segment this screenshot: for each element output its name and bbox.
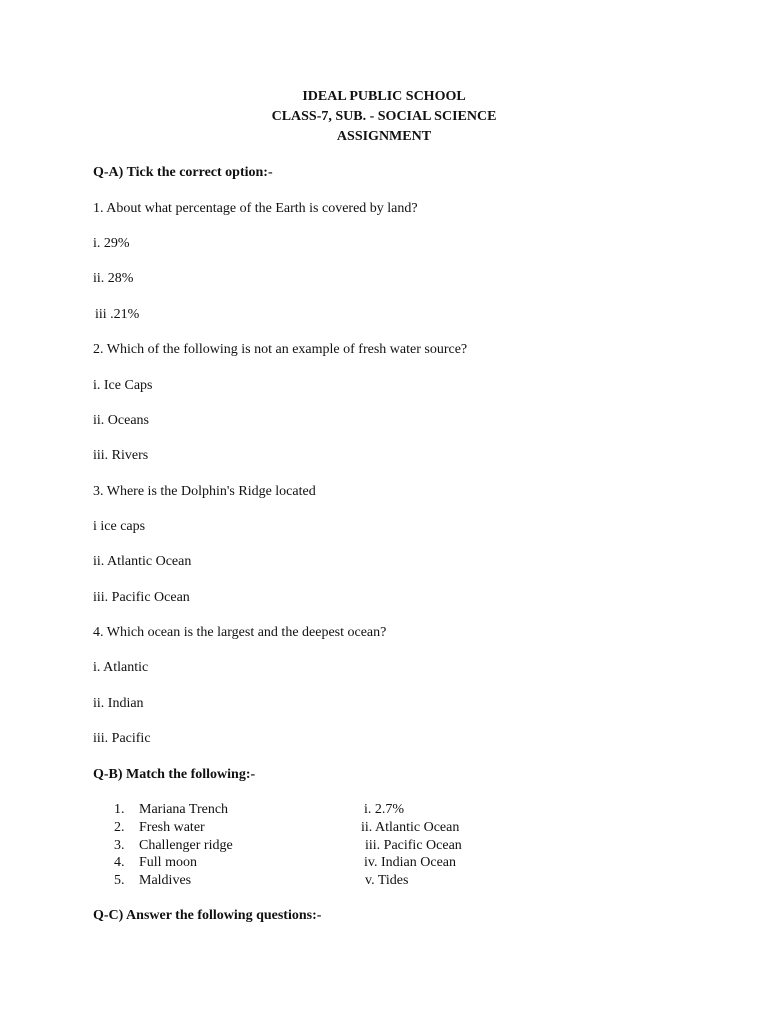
section-b-heading: Q-B) Match the following:- [93, 767, 256, 782]
match-right-item: iii. Pacific Ocean [365, 838, 462, 853]
match-left-item: Fresh water [139, 820, 205, 835]
q1-option-1: i. 29% [93, 236, 130, 251]
match-left-item: Full moon [139, 855, 197, 870]
q4-option-3: iii. Pacific [93, 731, 151, 746]
match-row-number: 5. [114, 873, 125, 888]
match-right-item: ii. Atlantic Ocean [361, 820, 460, 835]
question-2: 2. Which of the following is not an example of fresh water source? [93, 342, 468, 357]
q2-option-3: iii. Rivers [93, 448, 149, 463]
section-c-heading: Q-C) Answer the following questions:- [93, 908, 322, 923]
question-1: 1. About what percentage of the Earth is covered by land? [93, 201, 418, 216]
match-right-item: i. 2.7% [364, 802, 405, 817]
q1-option-3: iii .21% [95, 307, 140, 322]
match-right-item: iv. Indian Ocean [364, 855, 456, 870]
match-left-item: Maldives [139, 873, 192, 888]
class-subject: CLASS-7, SUB. - SOCIAL SCIENCE [271, 109, 497, 124]
q1-option-2: ii. 28% [93, 271, 134, 286]
document-title: ASSIGNMENT [336, 129, 432, 144]
section-a-heading: Q-A) Tick the correct option:- [93, 165, 273, 180]
q2-option-1: i. Ice Caps [93, 378, 153, 393]
match-row-number: 1. [114, 802, 125, 817]
school-name: IDEAL PUBLIC SCHOOL [302, 89, 466, 104]
question-4: 4. Which ocean is the largest and the deepest ocean? [93, 625, 387, 640]
q4-option-2: ii. Indian [93, 696, 144, 711]
q3-option-3: iii. Pacific Ocean [93, 590, 190, 605]
match-row-number: 3. [114, 838, 125, 853]
q2-option-2: ii. Oceans [93, 413, 149, 428]
q3-option-2: ii. Atlantic Ocean [93, 554, 192, 569]
match-row-number: 4. [114, 855, 125, 870]
q3-option-1: i ice caps [93, 519, 146, 534]
match-right-item: v. Tides [365, 873, 409, 888]
question-3: 3. Where is the Dolphin's Ridge located [93, 484, 316, 499]
q4-option-1: i. Atlantic [93, 660, 149, 675]
match-left-item: Mariana Trench [139, 802, 229, 817]
match-row-number: 2. [114, 820, 125, 835]
match-left-item: Challenger ridge [139, 838, 233, 853]
